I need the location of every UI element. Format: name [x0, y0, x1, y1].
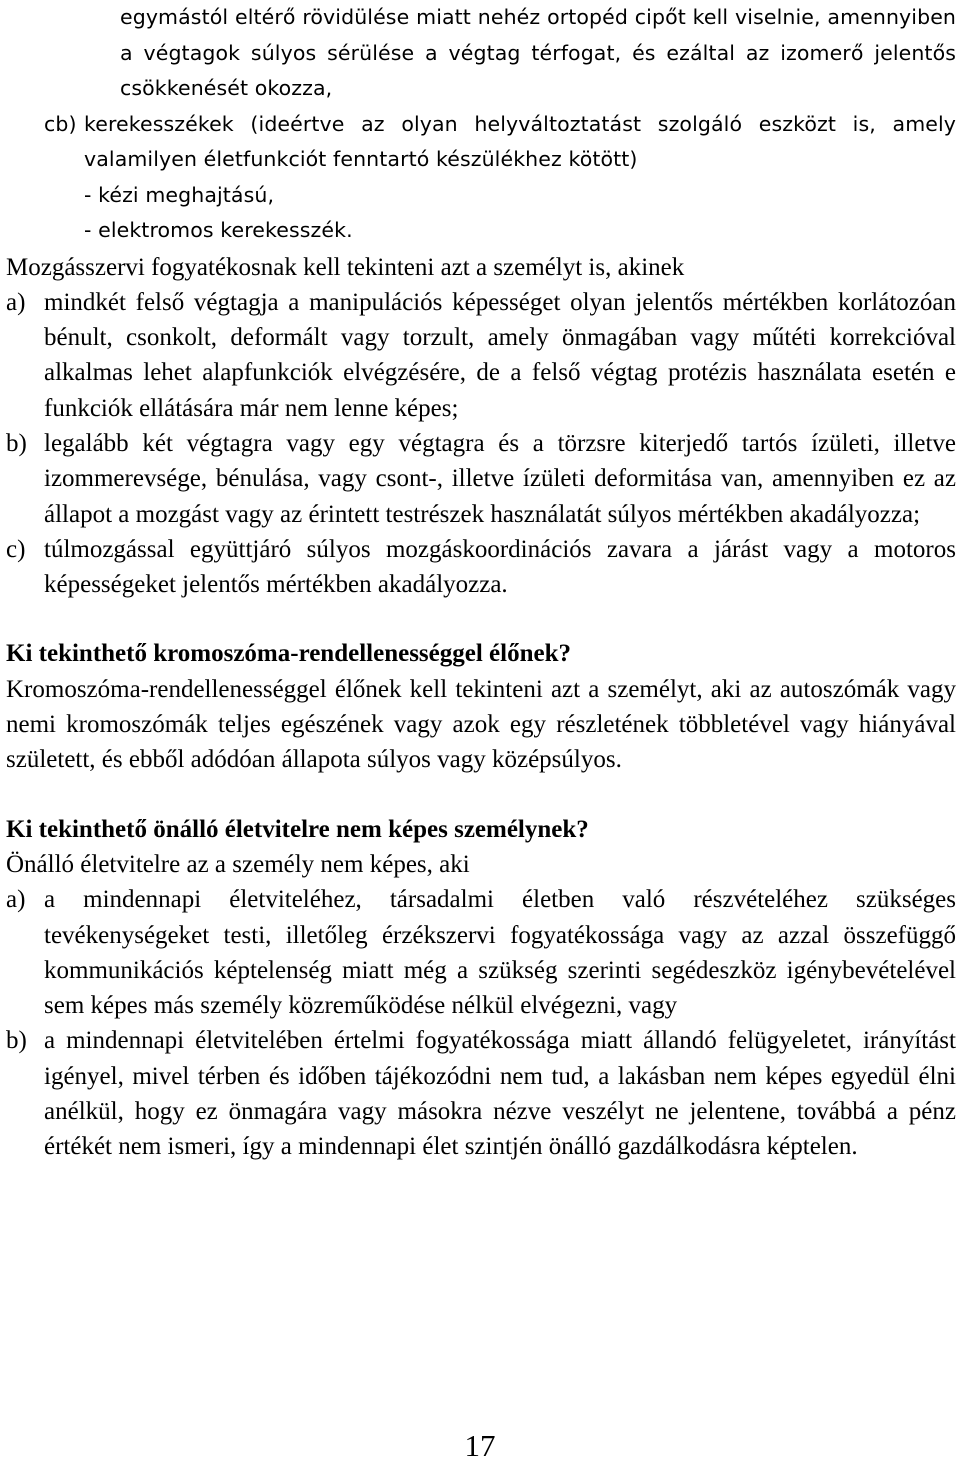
- list-item-c: [6, 532, 956, 603]
- document-page: [6, 0, 956, 1165]
- list-item-text: mindkét felső végtagja a manipulációs képességet olyan jelentős mértékben korlátozóan bénult, csonkolt, deformált vagy torzult, amely önmagában vagy műtéti korrekcióval alkalmas lehet alapfunkciók elvégzésére, de a felső végtag protézis használata esetén e funkciók ellátására már nem lenne képes;: [44, 288, 956, 422]
- list-item-a: [6, 882, 956, 1023]
- continuation-paragraph: egymástól eltérő rövidülése miatt nehéz ortopéd cipőt kell viselnie, amennyiben a végtagok súlyos sérülése a végtag térfogat, és ezáltal az izomerő jelentős csökkenését okozza,: [120, 5, 956, 100]
- section-kromoszoma: [6, 636, 956, 777]
- section-paragraph: Kromoszóma-rendellenességgel élőnek kell tekinteni azt a személyt, aki az autoszómák vagy nemi kromoszómák teljes egészének vagy azok egy részletének többletével vagy hiányával született, és ebből adódóan állapota súlyos vagy középsúlyos.: [6, 675, 956, 774]
- list-marker: a): [6, 288, 26, 316]
- sub-item-list: [84, 178, 956, 249]
- list-marker: c): [6, 535, 26, 563]
- list-item-a: [6, 285, 956, 426]
- list-marker: cb): [44, 111, 77, 136]
- section-onallo: [6, 812, 956, 1165]
- sub-item: - elektromos kerekesszék.: [84, 218, 353, 242]
- list-item-b: [6, 1023, 956, 1164]
- section-heading: Ki tekinthető kromoszóma-rendellenességgel élőnek?: [6, 640, 571, 668]
- section-intro: Mozgásszervi fogyatékosnak kell tekinteni azt a személyt is, akinek: [6, 253, 685, 281]
- list-item-b: [6, 426, 956, 532]
- page-number: 17: [464, 1428, 496, 1463]
- list-item-cb: [44, 107, 956, 249]
- list-item-text: legalább két végtagra vagy egy végtagra és a törzsre kiterjedő tartós ízületi, illetve izommerevsége, bénulása, vagy csont-, illetve ízületi deformitása van, amennyiben ez az állapot a mozgást vagy az érintett testrészek használatát súlyos mértékben akadályozza;: [44, 429, 956, 528]
- list-marker: b): [6, 429, 27, 457]
- section-heading: Ki tekinthető önálló életvitelre nem képes személynek?: [6, 815, 589, 843]
- list-item-text: kerekesszékek (ideértve az olyan helyváltoztatást szolgáló eszközt is, amely valamilyen életfunkciót fenntartó készülékhez kötött): [84, 111, 956, 171]
- list-item-text: a mindennapi életvitelében értelmi fogyatékossága miatt állandó felügyeletet, irányítást igényel, mivel térben és időben tájékozódni nem tud, a lakásban nem képes egyedül élni anélkül, hogy ez önmagára vagy másokra nézve veszélyt ne jelentene, továbbá a pénz értékét nem ismeri, így a mindennapi élet szintjén önálló gazdálkodásra képtelen.: [44, 1027, 956, 1161]
- list-item-text: a mindennapi életviteléhez, társadalmi életben való részvételéhez szükséges tevékenységeket testi, illetőleg érzékszervi fogyatékossága vagy az azzal összefüggő kommunikációs képtelenség miatt még a szükség szerinti segédeszköz igénybevételével sem képes más személy közreműködése nélkül elvégezni, vagy: [44, 886, 956, 1020]
- list-marker: a): [6, 886, 26, 914]
- sub-item: - kézi meghajtású,: [84, 182, 275, 207]
- section-intro: Önálló életvitelre az a személy nem képes, aki: [6, 850, 470, 878]
- list-marker: b): [6, 1027, 27, 1055]
- section-mozgasszervi: [6, 250, 956, 603]
- list-item-text: túlmozgással együttjáró súlyos mozgáskoordinációs zavara a járást vagy a motoros képességeket jelentős mértékben akadályozza.: [44, 535, 956, 599]
